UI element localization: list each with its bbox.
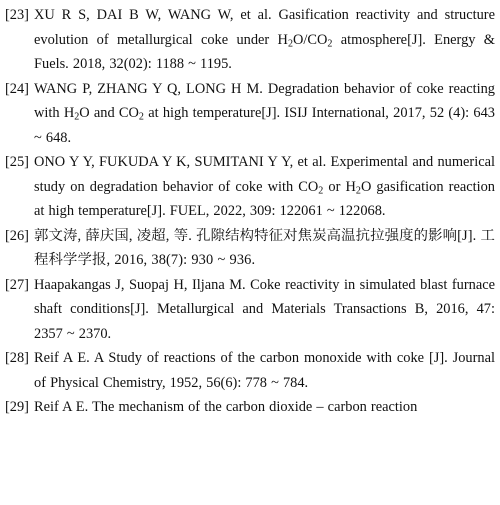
reference-entry xyxy=(5,224,495,273)
reference-text-segment: Reif A E. The mechanism of the carbon dioxide – carbon reaction xyxy=(34,399,418,415)
reference-number: [24] xyxy=(5,80,29,97)
reference-list xyxy=(5,3,495,420)
subscript: 2 xyxy=(327,38,333,50)
subscript: 2 xyxy=(138,111,144,123)
reference-text-segment: XU R S, DAI B W, WANG W, et al. Gasification reactivity and structure evolution of metallurgical coke under H xyxy=(34,7,495,48)
reference-text-segment: O gasification reaction at high temperature[J]. FUEL, 2022, 309: 122061 ~ 122068. xyxy=(34,178,495,219)
reference-entry xyxy=(5,150,495,224)
reference-number: [26] xyxy=(5,227,29,244)
reference-text-segment: Haapakangas J, Suopaj H, Iljana M. Coke reactivity in simulated blast furnace shaft conditions[J]. Metallurgical and Materials Transactions B, 2016, 47: 2357 ~ 2370. xyxy=(34,276,495,342)
reference-entry xyxy=(5,395,495,420)
reference-text xyxy=(34,273,495,347)
subscript: 2 xyxy=(287,38,293,50)
reference-text-segment: O and CO xyxy=(79,105,139,121)
reference-text-segment: at high temperature[J]. ISIJ International, 2017, 52 (4): 643 ~ 648. xyxy=(34,105,495,146)
subscript: 2 xyxy=(355,185,361,197)
subscript: 2 xyxy=(74,111,80,123)
reference-number: [28] xyxy=(5,350,29,366)
reference-text xyxy=(34,395,495,420)
reference-number: [23] xyxy=(5,7,29,23)
reference-entry xyxy=(5,3,495,77)
reference-text-segment: WANG P, ZHANG Y Q, LONG H M. Degradation behavior of coke reacting with H xyxy=(34,80,495,121)
reference-number: [29] xyxy=(5,399,29,415)
reference-text xyxy=(34,224,495,273)
reference-text xyxy=(34,3,495,77)
reference-text xyxy=(34,77,495,151)
reference-number: [27] xyxy=(5,276,29,293)
reference-entry xyxy=(5,346,495,395)
reference-text xyxy=(34,346,495,395)
reference-text-segment: O/CO xyxy=(292,31,328,48)
reference-text-segment: atmosphere[J]. Energy & Fuels. 2018, 32(02): 1188 ~ 1195. xyxy=(34,31,495,72)
reference-text-segment: 郭文涛, 薛庆国, 凌超, 等. 孔隙结构特征对焦炭高温抗拉强度的影响[J]. 工程科学学报, 2016, 38(7): 930 ~ 936. xyxy=(34,227,495,268)
reference-text xyxy=(34,150,495,224)
reference-text-segment: ONO Y Y, FUKUDA Y K, SUMITANI Y Y, et al. Experimental and numerical study on degradation behavior of coke with CO xyxy=(34,154,495,195)
reference-text-segment: Reif A E. A Study of reactions of the carbon monoxide with coke [J]. Journal of Physical Chemistry, 1952, 56(6): 778 ~ 784. xyxy=(34,350,495,391)
reference-entry xyxy=(5,77,495,151)
reference-number: [25] xyxy=(5,154,29,170)
subscript: 2 xyxy=(318,185,324,197)
reference-entry xyxy=(5,273,495,347)
reference-text-segment: or H xyxy=(323,178,356,195)
